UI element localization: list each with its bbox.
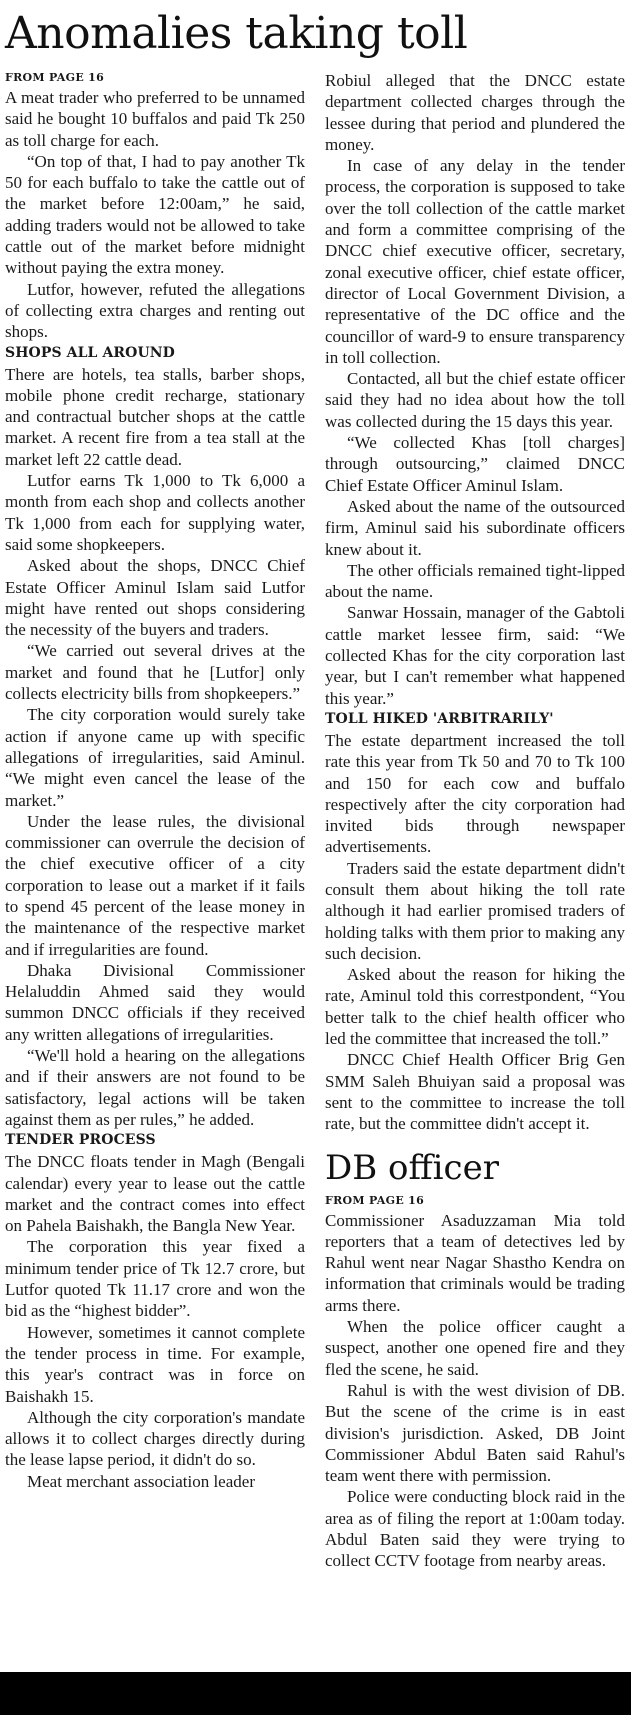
paragraph: The estate department increased the toll rate this year from Tk 50 and 70 to Tk 100 and 150 for each cow and buffalo respectively after the city corporation had invited bids through newspaper advertisements.	[325, 730, 625, 857]
paragraph: Rahul is with the west division of DB. But the scene of the crime is in east division's jurisdiction. Asked, DB Joint Commissioner Abdul Baten said Rahul's team went there with permission.	[325, 1380, 625, 1486]
left-column	[5, 70, 305, 1492]
right-column	[325, 70, 625, 1572]
paragraph: Asked about the shops, DNCC Chief Estate Officer Aminul Islam said Lutfor might have rented out shops considering the necessity of the buyers and traders.	[5, 556, 305, 640]
paragraph: “We'll hold a hearing on the allegations and if their answers are not found to be satisfactory, legal actions will be taken against them as per rules,” he added.	[5, 1046, 305, 1129]
paragraph: Traders said the estate department didn't consult them about hiking the toll rate although it had earlier promised traders of holding talks with them prior to making any such decision.	[325, 858, 625, 963]
from-page-label: FROM PAGE 16	[5, 71, 105, 84]
paragraph: The corporation this year fixed a minimum tender price of Tk 12.7 crore, but Lutfor quoted Tk 11.17 crore and won the bid as the “highest bidder”.	[5, 1237, 305, 1321]
paragraph: Commissioner Asaduzzaman Mia told reporters that a team of detectives led by Rahul went near Nagar Shastho Kendra on information that criminals would be trading arms there.	[325, 1210, 625, 1315]
paragraph: The DNCC floats tender in Magh (Bengali calendar) every year to lease out the cattle market and the contract comes into effect on Pahela Baishakh, the Bangla New Year.	[5, 1152, 305, 1236]
paragraph: Sanwar Hossain, manager of the Gabtoli cattle market lessee firm, said: “We collected Khas for the city corporation last year, but I can't remember what happened this year.”	[325, 603, 625, 708]
paragraph: The other officials remained tight-lipped about the name.	[325, 560, 625, 602]
paragraph: In case of any delay in the tender process, the corporation is supposed to take over the toll collection of the cattle market and form a committee comprising of the DNCC chief executive officer, secretary, zonal executive officer, chief estate officer, director of Local Government Division, a representative of the DC office and the councillor of ward-9 to ensure transparency in toll collection.	[325, 156, 625, 367]
paragraph: “On top of that, I had to pay another Tk 50 for each buffalo to take the cattle out of the market before 12:00am,” he said, adding traders would not be allowed to take cattle out of the market before midnight without paying the extra money.	[5, 151, 305, 278]
paragraph: Although the city corporation's mandate allows it to collect charges directly during the lease lapse period, it didn't do so.	[5, 1407, 305, 1470]
paragraph: Dhaka Divisional Commissioner Helaluddin Ahmed said they would summon DNCC officials if they received any written allegations of irregularities.	[5, 960, 305, 1044]
paragraph: DNCC Chief Health Officer Brig Gen SMM Saleh Bhuiyan said a proposal was sent to the committee to increase the toll rate, but the committee didn't accept it.	[325, 1050, 625, 1134]
paragraph: “We collected Khas [toll charges] through outsourcing,” claimed DNCC Chief Estate Officer Aminul Islam.	[325, 433, 625, 495]
right-column-body	[325, 70, 625, 1135]
article2-headline: DB officer	[325, 1147, 499, 1188]
paragraph: The city corporation would surely take action if anyone came up with specific allegations of irregularities, said Aminul. “We might even cancel the lease of the market.”	[5, 705, 305, 810]
paragraph: Police were conducting block raid in the area as of filing the report at 1:00am today. Abdul Baten said they were trying to collect CCTV footage from nearby areas.	[325, 1487, 625, 1571]
paragraph: Under the lease rules, the divisional commissioner can overrule the decision of the chief executive officer of a city corporation to lease out a market if it fails to spend 45 percent of the lease money in the maintenance of the respective market and if irregularities are found.	[5, 811, 305, 959]
paragraph: A meat trader who preferred to be unnamed said he bought 10 buffalos and paid Tk 250 as toll charge for each.	[5, 88, 305, 150]
article2-from-page-label: FROM PAGE 16	[325, 1193, 425, 1207]
paragraph: Asked about the name of the outsourced firm, Aminul said his subordinate officers knew about it.	[325, 496, 625, 559]
paragraph: However, sometimes it cannot complete the tender process in time. For example, this year's contract was in force on Baishakh 15.	[5, 1322, 305, 1406]
paragraph: There are hotels, tea stalls, barber shops, mobile phone credit recharge, stationary and contractual butcher shops at the cattle market. A recent fire from a tea stall at the market left 22 cattle dead.	[5, 364, 305, 469]
paragraph: Lutfor earns Tk 1,000 to Tk 6,000 a month from each shop and collects another Tk 1,000 from each for supplying water, said some shopkeepers.	[5, 471, 305, 554]
subheading: SHOPS ALL AROUND	[5, 344, 175, 361]
paragraph: Lutfor, however, refuted the allegations of collecting extra charges and renting out shops.	[5, 279, 305, 342]
page-bottom-bar	[0, 1672, 631, 1715]
paragraph: Contacted, all but the chief estate officer said they had no idea about how the toll was collected during the 15 days this year.	[325, 369, 625, 431]
subheading: TOLL HIKED 'ARBITRARILY'	[325, 710, 554, 727]
headline: Anomalies taking toll	[5, 8, 468, 59]
subheading: TENDER PROCESS	[5, 1132, 156, 1149]
article2-body	[325, 1210, 625, 1572]
paragraph: Asked about the reason for hiking the rate, Aminul told this correstpondent, “You better talk to the chief health officer who led the committee that increased the toll.”	[325, 965, 625, 1049]
paragraph: Robiul alleged that the DNCC estate department collected charges through the lessee during that period and plundered the money.	[325, 71, 625, 154]
paragraph: Meat merchant association leader	[27, 1471, 255, 1491]
left-column-body	[5, 87, 305, 1492]
paragraph: “We carried out several drives at the market and found that he [Lutfor] only collects electricity bills from shopkeepers.”	[5, 641, 305, 704]
paragraph: When the police officer caught a suspect, another one opened fire and they fled the scene, he said.	[325, 1317, 625, 1379]
